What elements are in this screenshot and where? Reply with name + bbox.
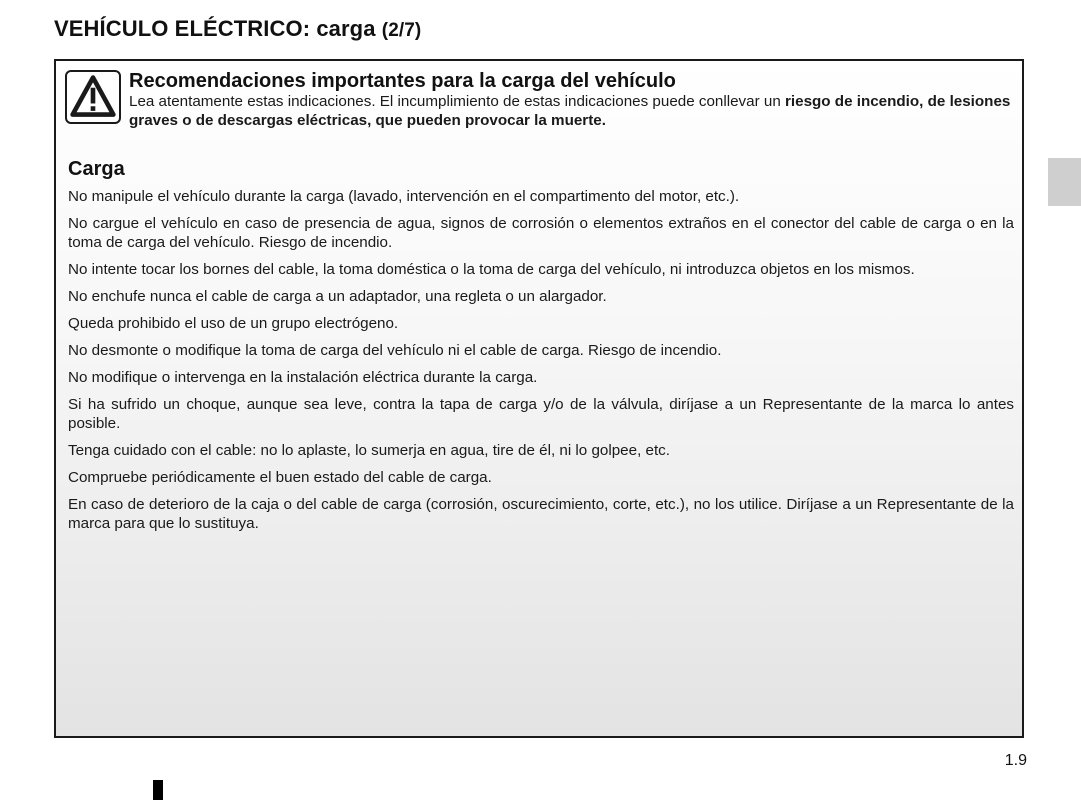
warning-box [54, 59, 1024, 738]
chapter-tab [1048, 158, 1081, 206]
page-number: 1.9 [1004, 752, 1027, 769]
warning-title: Recomendaciones importantes para la carga del vehículo [129, 70, 676, 92]
page-title-sub: (2/7) [381, 20, 422, 41]
warning-intro-text: Lea atentamente estas indicaciones. El incumplimiento de estas indicaciones puede conllevar un [129, 93, 785, 110]
charging-section [68, 157, 1014, 541]
page-title-main: VEHÍCULO ELÉCTRICO: carga [54, 16, 376, 41]
warning-header [129, 69, 1017, 130]
warning-intro-bold: riesgo de incendio, de lesiones graves o de descargas eléctricas, que pueden provocar la muerte. [129, 93, 1011, 129]
paragraph: No enchufe nunca el cable de carga a un adaptador, una regleta o un alargador. [68, 288, 607, 305]
warning-triangle-icon [65, 70, 121, 124]
paragraph: No desmonte o modifique la toma de carga del vehículo ni el cable de carga. Riesgo de incendio. [68, 342, 722, 359]
section-title: Carga [68, 158, 125, 180]
warning-triangle-svg [67, 72, 119, 122]
paragraph: En caso de deterioro de la caja o del cable de carga (corrosión, oscurecimiento, corte, etc.), no los utilice. Diríjase a un Representante de la marca para que lo sustituya. [68, 496, 1014, 532]
paragraph: No cargue el vehículo en caso de presencia de agua, signos de corrosión o elementos extraños en el conector del cable de carga o en la toma de carga del vehículo. Riesgo de incendio. [68, 215, 1014, 251]
paragraph: Tenga cuidado con el cable: no lo aplaste, lo sumerja en agua, tire de él, ni lo golpee, etc. [68, 442, 670, 459]
paragraph: Queda prohibido el uso de un grupo electrógeno. [68, 315, 399, 332]
crop-mark [153, 780, 163, 800]
warning-intro [129, 92, 1017, 130]
paragraph: No intente tocar los bornes del cable, la toma doméstica o la toma de carga del vehículo, ni introduzca objetos en los mismos. [68, 261, 915, 278]
paragraph: No modifique o intervenga en la instalación eléctrica durante la carga. [68, 369, 538, 386]
paragraph: Compruebe periódicamente el buen estado del cable de carga. [68, 469, 492, 486]
paragraph: Si ha sufrido un choque, aunque sea leve, contra la tapa de carga y/o de la válvula, diríjase a un Representante de la marca lo antes posible. [68, 396, 1014, 432]
paragraph: No manipule el vehículo durante la carga (lavado, intervención en el compartimento del motor, etc.). [68, 188, 740, 205]
page-title [54, 16, 421, 42]
